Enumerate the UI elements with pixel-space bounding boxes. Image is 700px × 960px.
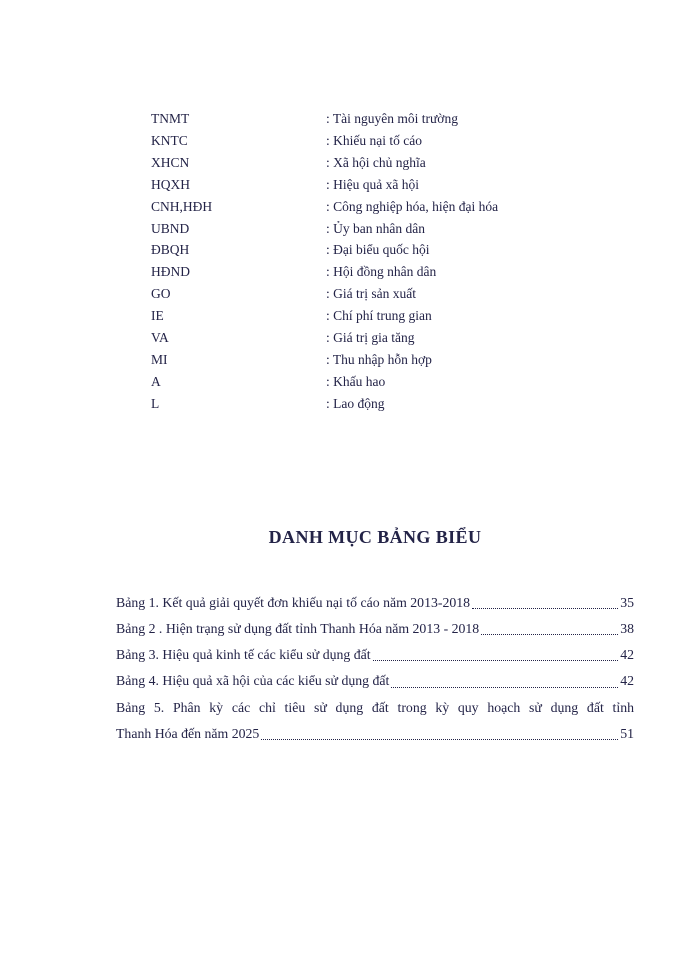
abbreviation-meaning: : Hội đồng nhân dân: [326, 264, 437, 280]
table-list: [116, 590, 634, 747]
abbreviation-row: [151, 371, 634, 393]
toc-entry-label: Bảng 3. Hiệu quả kinh tế các kiểu sử dụng đất: [116, 647, 371, 663]
abbreviation-row: [151, 196, 634, 218]
abbreviation-meaning: : Xã hội chủ nghĩa: [326, 154, 426, 170]
abbreviation-row: [151, 393, 634, 415]
abbreviation-code: GO: [151, 286, 171, 302]
abbreviation-code: HĐND: [151, 264, 190, 280]
abbreviation-meaning: : Tài nguyên môi trường: [326, 111, 458, 126]
abbreviation-code: UBND: [151, 220, 190, 236]
abbreviation-code: KNTC: [151, 132, 188, 148]
abbreviation-code: VA: [151, 330, 169, 346]
abbreviation-meaning: : Khấu hao: [326, 373, 386, 389]
abbreviation-meaning: : Giá trị gia tăng: [326, 330, 415, 346]
section-heading: DANH MỤC BẢNG BIỂU: [268, 526, 482, 547]
toc-entry-label: Bảng 1. Kết quả giải quyết đơn khiếu nại tố cáo năm 2013-2018: [116, 594, 471, 610]
toc-entry-page: 35: [620, 594, 634, 610]
abbreviation-row: [151, 239, 634, 261]
abbreviation-row: [151, 261, 634, 283]
dot-leader: [389, 668, 620, 694]
toc-entry: [116, 668, 634, 694]
abbreviation-meaning: : Chí phí trung gian: [326, 308, 432, 324]
abbreviation-row: [151, 305, 634, 327]
abbreviation-code: MI: [151, 351, 168, 367]
abbreviation-row: [151, 283, 634, 305]
abbreviation-row: [151, 174, 634, 196]
toc-entry-label: Bảng 2 . Hiện trạng sử dụng đất tỉnh Thanh Hóa năm 2013 - 2018: [116, 620, 480, 636]
abbreviation-code: CNH,HĐH: [151, 198, 213, 214]
toc-entry-page: 42: [620, 673, 634, 689]
toc-entry-label-line1: Bảng 5. Phân kỳ các chỉ tiêu sử dụng đất trong kỳ quy hoạch sử dụng đất tỉnh: [116, 699, 634, 715]
toc-entry: [116, 590, 634, 616]
dot-leader: [371, 642, 621, 668]
toc-entry-label-line2: Thanh Hóa đến năm 2025: [116, 725, 260, 741]
toc-entry-label: Bảng 4. Hiệu quả xã hội của các kiểu sử dụng đất: [116, 673, 390, 689]
dot-leader: [470, 590, 620, 616]
abbreviation-meaning: : Lao động: [326, 395, 385, 411]
abbreviation-row: [151, 130, 634, 152]
abbreviation-meaning: : Khiếu nại tố cáo: [326, 132, 422, 148]
abbreviation-row: [151, 349, 634, 371]
abbreviation-row: [151, 327, 634, 349]
abbreviation-row: [151, 108, 634, 130]
abbreviation-code: ĐBQH: [151, 242, 190, 258]
abbreviation-code: TNMT: [151, 111, 190, 126]
abbreviation-code: IE: [151, 308, 164, 324]
dot-leader: [479, 616, 620, 642]
abbreviation-row: [151, 218, 634, 240]
abbreviation-meaning: : Giá trị sản xuất: [326, 286, 416, 302]
abbreviation-code: A: [151, 373, 161, 389]
toc-entry-page: 38: [620, 620, 634, 636]
toc-entry-page: 51: [620, 725, 634, 741]
abbreviation-meaning: : Hiệu quả xã hội: [326, 176, 419, 192]
toc-entry-page: 42: [620, 647, 634, 663]
abbreviation-meaning: : Công nghiệp hóa, hiện đại hóa: [326, 198, 499, 214]
abbreviation-code: XHCN: [151, 154, 190, 170]
toc-entry: [116, 642, 634, 668]
abbreviation-list: [151, 108, 634, 415]
abbreviation-meaning: : Thu nhập hỗn hợp: [326, 351, 432, 367]
abbreviation-row: [151, 152, 634, 174]
toc-entry: [116, 695, 634, 747]
toc-entry: [116, 616, 634, 642]
abbreviation-meaning: : Ủy ban nhân dân: [326, 220, 425, 236]
abbreviation-meaning: : Đại biểu quốc hội: [326, 242, 430, 258]
dot-leader: [259, 721, 620, 747]
abbreviation-code: HQXH: [151, 176, 190, 192]
abbreviation-code: L: [151, 395, 160, 411]
